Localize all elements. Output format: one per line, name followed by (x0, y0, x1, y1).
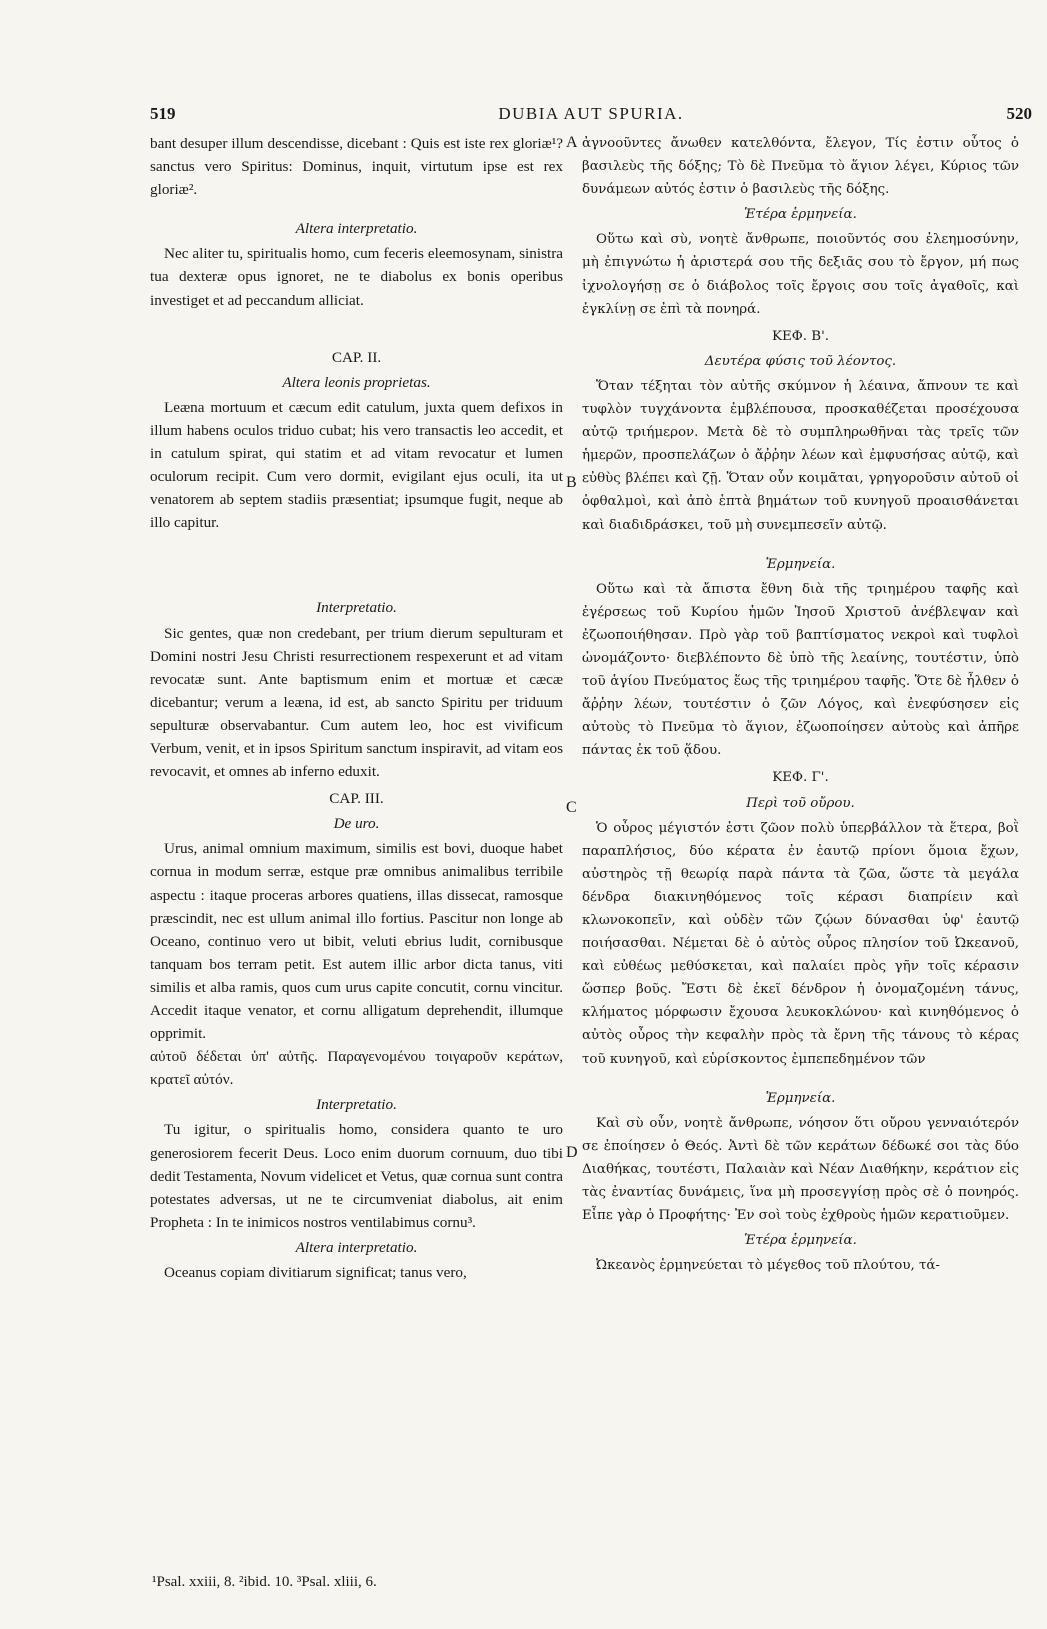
running-title: DUBIA AUT SPURIA. (498, 104, 684, 123)
greek-chapter-2: ΚΕΦ. Β'. (771, 328, 830, 344)
latin-para-6: Tu igitur, o spiritualis homo, considera quanto te uro generosiorem fecerit Deus. Loco enim duorum cornuum, duo tibi dedit Testamenta, Novum videlicet et Vetus, quæ cornua sunt contra potestates adversas, ut ne te circumveniat diabolus, ait enim Propheta : In te inimicos nostros ventilabimus cornu³. (150, 1121, 563, 1231)
latin-para-7: Oceanus copiam divitiarum significat; tanus vero, (164, 1264, 467, 1282)
greek-chapter-3: ΚΕΦ. Γ'. (772, 770, 829, 786)
latin-para-1: bant desuper illum descendisse, dicebant : Quis est iste rex gloriæ¹? sanctus vero Spiritus: Dominus, inquit, virtutum ipse est rex gloriæ². (150, 135, 563, 199)
latin-heading-altera-1: Altera interpretatio. (295, 220, 418, 238)
footnotes: ¹Psal. xxiii, 8. ²ibid. 10. ³Psal. xliii, 6. (152, 1574, 377, 1590)
page-number-right: 520 (1006, 104, 1032, 123)
margin-letter-c: C (566, 799, 577, 816)
greek-para-1: ἀγνοοῦντες ἄνωθεν κατελθόντα, ἔλεγον, Τίς ἐστιν οὗτος ὁ βασιλεὺς τῆς δόξης; Τὸ δὲ Πνεῦμα τὸ ἅγιον λέγει, Κύριος τῶν δυνάμεων αὐτός ἐστιν ὁ βασιλεὺς τῆς δόξης. (582, 136, 1019, 198)
latin-heading-interpretatio-1: Interpretatio. (316, 599, 397, 617)
greek-heading-leontos: Δευτέρα φύσις τοῦ λέοντος. (704, 353, 897, 369)
latin-para-4: Sic gentes, quæ non credebant, per trium dierum sepulturam et Domini nostri Jesu Christi resurrectionem respexerunt et ad vitam revocatæ sunt. Ante baptismum enim et mortuæ et cæcæ dicebantur; verum a leæna, id est, ab sancto Spiritu per triduum sepulturæ observabantur. Cum autem leo, hoc est vivificum Verbum, venit, et in ipsos Spiritum sanctum inspiravit, ad vitam eos revocavit, et omnes ab inferno eduxit. (150, 624, 563, 781)
page-number-left: 519 (150, 104, 176, 123)
latin-chapter-2: CAP. II. (331, 348, 382, 366)
greek-heading-ourou: Περὶ τοῦ οὔρου. (746, 795, 855, 811)
latin-heading-leonis: Altera leonis proprietas. (282, 373, 431, 391)
greek-heading-hetera-2: Ἑτέρα ἑρμηνεία. (744, 1233, 857, 1249)
latin-heading-altera-2: Altera interpretatio. (295, 1238, 418, 1256)
latin-heading-de-uro: De uro. (333, 815, 380, 833)
greek-para-2: Οὕτω καὶ σὺ, νοητὲ ἄνθρωπε, ποιοῦντός σου ἐλεημοσύνην, μὴ ἐπιγνώτω ἡ ἀριστερά σου τῆς δεξιᾶς σου τὸ ἔργον, μή πως ἰχνολογήσῃ σε ὁ διάβολος τοῖς ἔργοις σου τοῖς ἀγαθοῖς, καὶ ἐγκλίνῃ σε ἐπὶ τὰ πονηρά. (582, 232, 1019, 317)
latin-column (150, 132, 563, 1284)
margin-letter-b: B (566, 474, 577, 491)
latin-para-3: Leæna mortuum et cæcum edit catulum, juxta quem defixos in illum habens oculos triduo cubat; his vero transactis leo accedit, et in catulum spirat, qui statim et ad vitam revocatur et lumen oculorum recipit. Cum vero dormit, evigilant ejus oculi, ita ut venatorem ab septem stadiis præsentiat; ipsumque fugit, neque ab illo capitur. (150, 398, 563, 532)
greek-column (582, 132, 1019, 1277)
greek-heading-hermeneia-2: Ἑρμηνεία. (765, 1090, 836, 1106)
greek-para-5: Ὁ οὖρος μέγιστόν ἐστι ζῶον πολὺ ὑπερβάλλον τὰ ἕτερα, βοῒ παραπλήσιος, δύο κέρατα ἐν ἑαυτῷ πρίονι ὅμοια ἔχων, αὐστηρὸς τῇ θεωρίᾳ παρὰ πάντα τὰ ζῶα, ὥστε τὰ μεγάλα δένδρα διακινηθόμενος τοῖς κέρασι διαπρίειν καὶ κλωνοκοπεῖν, καὶ οὐδὲν τῶν ζῴων δύνασθαι ὑφ' ἑαυτῷ ποιήσασθαι. Νέμεται δὲ ὁ αὐτὸς οὖρος πλησίον τοῦ Ὠκεανοῦ, καὶ εὐθέως μεθύσκεται, καὶ παλαίει πρὸς γῆν τοῖς κέρασιν ὥσπερ βοῦς. Ἔστι δὲ ἐκεῖ δένδρον ἡ ὀνομαζομένη τάνυς, κλήματος μόρφωσιν ἔχουσα λευκοκλώνου· καὶ κινηθόμενος ὁ αὐτὸς οὖρος τὴν κεφαλὴν πρὸς τὰ ἔρνη τῆς τάνους τὸ κέρας τοῦ κυνηγοῦ, καὶ εὑρίσκοντος ἐμπεπεδημένον τῶν (582, 820, 1019, 1067)
greek-para-6: Καὶ σὺ οὖν, νοητὲ ἄνθρωπε, νόησον ὅτι οὔρου γενναιότερόν σε ἐποίησεν ὁ Θεός. Ἀντὶ δὲ τῶν κεράτων δέδωκέ σοι τὰς δύο Διαθήκας, τουτέστι, Παλαιὰν καὶ Νέαν Διαθήκην, κεράτιον εἰς τὰς ἐναντίας δυνάμεις, ἵνα μὴ προσεγγίσῃ πρὸς σὲ ὁ πονηρός. Εἶπε γὰρ ὁ Προφήτης· Ἐν σοὶ τοὺς ἐχθροὺς ἡμῶν κερατιοῦμεν. (582, 1115, 1019, 1224)
running-header (150, 104, 1032, 128)
greek-para-3: Ὅταν τέξηται τὸν αὐτῆς σκύμνον ἡ λέαινα, ἄπνουν τε καὶ τυφλὸν τυγχάνοντα ἐμβλέπουσα, προσκαθέζεται προσέχουσα αὐτῷ τριήμερον. Μετὰ δὲ τὸ συμπληρωθῆναι τὰς τρεῖς τῶν ἡμερῶν, προσπελάζων ὁ ἄῤῥην λέων καὶ ἐμφυσήσας αὐτῷ, καὶ εὐθὺς βλέπει καὶ ζῇ. Ὅταν οὖν κοιμᾶται, γρηγοροῦσιν αὐτοῦ οἱ ὀφθαλμοὶ, καὶ ἀπὸ ἑπτὰ βημάτων τοῦ κυνηγοῦ προαισθάνεται καὶ διαδιδράσκει, τοῦ μὴ συνεμπεσεῖν αὐτῷ. (582, 378, 1019, 533)
greek-heading-hetera-1: Ἑτέρα ἑρμηνεία. (744, 207, 857, 223)
greek-overflow-line: αὐτοῦ δέδεται ὑπ' αὐτῆς. Παραγενομένου τοιγαροῦν κεράτων, κρατεῖ αὐτόν. (150, 1048, 563, 1089)
latin-para-5: Urus, animal omnium maximum, similis est bovi, duoque habet cornua in modum serræ, estque præ omnibus animalibus terribile aspectu : itaque proceras arbores quatiens, illas dissecat, ramosque præscindit, nec est ullum animal illo fortius. Pascitur non longe ab Oceano, continuo vero ut bibit, veluti ebrius ludit, cornibusque tanquam bos terram petit. Est autem illic arbor dicta tanus, viti similis et alba ramis, quos cum urus capite concutit, cornu vincitur. Accedit itaque venator, et cornu alligatum deprehendit, illumque opprimit. (150, 840, 563, 1043)
greek-para-4: Οὕτω καὶ τὰ ἄπιστα ἔθνη διὰ τῆς τριημέρου ταφῆς καὶ ἐγέρσεως τοῦ Κυρίου ἡμῶν Ἰησοῦ Χριστοῦ ἀνέβλεψαν καὶ ἐζωοποιήθησαν. Πρὸ γὰρ τοῦ βαπτίσματος νεκροὶ καὶ τυφλοὶ ὠνομάζοντο· διεβλέποντο δὲ ὑπὸ τῆς λεαίνης, τουτέστιν, ὑπὸ τοῦ ἁγίου Πνεύματος ἕως τῆς τριημέρου ταφῆς. Ὅτε δὲ ἦλθεν ὁ ἄῤῥην λέων, τουτέστιν ὁ ζῶν Λόγος, καὶ ἐνεφύσησεν εἰς αὐτοὺς τὸ Πνεῦμα τὸ ἅγιον, ἐζωοποίησεν αὐτοὺς καὶ ἀπῆρε πάντας ἐκ τοῦ ᾅδου. (582, 581, 1019, 759)
latin-para-2: Nec aliter tu, spiritualis homo, cum feceris eleemosynam, sinistra tua dexteræ opus ignoret, ne te diabolus ex bonis operibus investiget et ad peccandum alliciat. (150, 245, 563, 309)
greek-para-7: Ὠκεανὸς ἑρμηνεύεται τὸ μέγεθος τοῦ πλούτου, τά- (596, 1258, 940, 1274)
margin-letter-a: A (566, 134, 578, 151)
greek-heading-hermeneia-1: Ἑρμηνεία. (765, 556, 836, 572)
latin-chapter-3: CAP. III. (329, 790, 384, 808)
latin-heading-interpretatio-2: Interpretatio. (316, 1096, 397, 1114)
margin-letter-d: D (566, 1144, 578, 1161)
